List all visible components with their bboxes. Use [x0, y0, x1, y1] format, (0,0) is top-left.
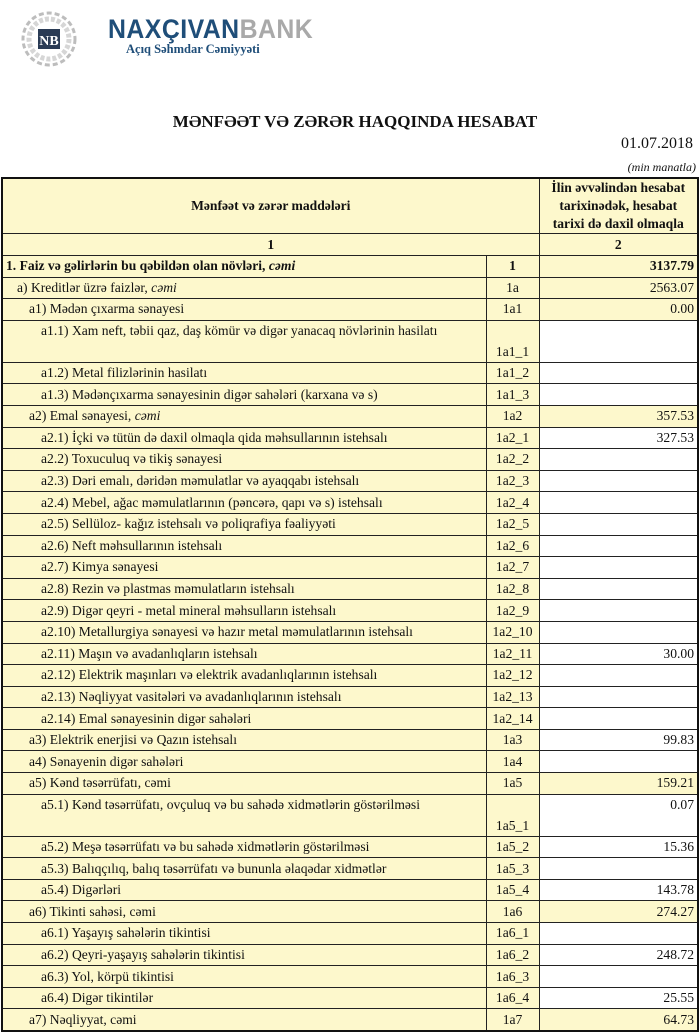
row-value: 25.55	[539, 987, 698, 1009]
row-label	[2, 729, 486, 751]
row-label-text: a2.12) Elektrik maşınları və elektrik avadanlıqlarının istehsalı	[41, 667, 378, 683]
row-code: 1a2_7	[486, 557, 539, 579]
row-label-text: a1.1) Xam neft, təbii qaz, daş kömür və digər yanacaq növlərinin hasilatı	[41, 322, 438, 338]
row-label	[2, 987, 486, 1009]
report-date: 01.07.2018	[621, 135, 693, 152]
row-value	[539, 686, 698, 708]
profit-loss-table	[1, 177, 699, 1032]
row-label	[2, 621, 486, 643]
row-code: 1a5_3	[486, 858, 539, 880]
row-label	[2, 773, 486, 795]
table-row	[2, 427, 698, 449]
report-title: MƏNFƏƏT VƏ ZƏRƏR HAQQINDA HESABAT	[172, 112, 538, 131]
logo-name-part1: NAXÇIVAN	[108, 14, 240, 44]
table-row	[2, 384, 698, 406]
row-value	[539, 320, 698, 362]
row-label-text: a5) Kənd təsərrüfatı, cəmi	[29, 775, 171, 791]
column-number-2: 2	[539, 234, 698, 256]
row-value	[539, 923, 698, 945]
row-value: 64.73	[539, 1009, 698, 1031]
row-label	[2, 362, 486, 384]
row-value	[539, 449, 698, 471]
row-value: 274.27	[539, 901, 698, 923]
row-label-text: a2.7) Kimya sənayesi	[41, 559, 159, 575]
row-code: 1a2_6	[486, 535, 539, 557]
row-code: 1a2_2	[486, 449, 539, 471]
table-row	[2, 858, 698, 880]
row-value: 357.53	[539, 405, 698, 427]
row-code: 1a4	[486, 751, 539, 773]
table-row	[2, 686, 698, 708]
table-row	[2, 944, 698, 966]
row-value: 143.78	[539, 879, 698, 901]
row-label-text: a2.14) Emal sənayesinin digər sahələri	[41, 710, 252, 726]
row-label	[2, 944, 486, 966]
table-row	[2, 492, 698, 514]
row-label	[2, 923, 486, 945]
row-label-text: a2.6) Neft məhsullarının istehsalı	[41, 537, 223, 553]
row-label	[2, 299, 486, 321]
row-value: 99.83	[539, 729, 698, 751]
table-row	[2, 470, 698, 492]
row-value	[539, 384, 698, 406]
row-value: 3137.79	[539, 256, 698, 278]
row-value	[539, 665, 698, 687]
table-row	[2, 708, 698, 730]
row-label	[2, 256, 486, 278]
row-label	[2, 405, 486, 427]
row-label-text: a2.1) İçki və tütün də daxil olmaqla qida məhsullarının istehsalı	[41, 429, 388, 445]
row-code: 1a6_3	[486, 966, 539, 988]
logo-emblem-icon	[18, 8, 80, 70]
table-header-row	[2, 178, 698, 234]
header-items: Mənfəət və zərər maddələri	[2, 178, 539, 234]
row-label	[2, 320, 486, 362]
table-row	[2, 966, 698, 988]
row-value: 15.36	[539, 836, 698, 858]
row-code: 1a5	[486, 773, 539, 795]
row-label	[2, 470, 486, 492]
row-label-suffix: cəmi	[268, 258, 296, 274]
table-row	[2, 362, 698, 384]
table-row	[2, 1009, 698, 1031]
row-value	[539, 858, 698, 880]
table-row	[2, 901, 698, 923]
table-row	[2, 277, 698, 299]
row-label-text: a5.1) Kənd təsərrüfatı, ovçuluq və bu sahədə xidmətlərin göstərilməsi	[41, 796, 420, 812]
table-row	[2, 836, 698, 858]
row-value: 0.00	[539, 299, 698, 321]
svg-text:NB: NB	[39, 34, 59, 49]
row-label-text: a) Kreditlər üzrə faizlər,	[17, 279, 152, 295]
row-label-text: a2.5) Sellüloz- kağız istehsalı və poliqrafiya fəaliyyəti	[41, 516, 336, 532]
row-label-text: a5.2) Meşə təsərrüfatı və bu sahədə xidmətlərin göstərilməsi	[41, 838, 370, 854]
row-label	[2, 879, 486, 901]
row-code: 1a2_10	[486, 621, 539, 643]
row-code: 1a2_13	[486, 686, 539, 708]
logo-name-part2: BANK	[239, 14, 314, 44]
row-code: 1a2_12	[486, 665, 539, 687]
table-row	[2, 557, 698, 579]
row-code: 1a2_11	[486, 643, 539, 665]
table-row	[2, 578, 698, 600]
row-code: 1a3	[486, 729, 539, 751]
row-value	[539, 470, 698, 492]
row-label	[2, 600, 486, 622]
row-value	[539, 578, 698, 600]
row-code: 1a1	[486, 299, 539, 321]
row-label-text: a6.4) Digər tikintilər	[41, 990, 154, 1006]
table-row	[2, 987, 698, 1009]
row-value	[539, 557, 698, 579]
row-code: 1a6_2	[486, 944, 539, 966]
row-value	[539, 535, 698, 557]
row-label-text: a2.4) Mebel, ağac məmulatlarının (pəncərə, qapı və s) istehsalı	[41, 494, 383, 510]
table-row	[2, 513, 698, 535]
row-label-text: a1.3) Mədənçıxarma sənayesinin digər sahələri (karxana və s)	[41, 386, 378, 402]
row-value: 159.21	[539, 773, 698, 795]
column-number-1: 1	[2, 234, 539, 256]
row-value	[539, 600, 698, 622]
row-label	[2, 686, 486, 708]
row-label-text: a2.10) Metallurgiya sənayesi və hazır metal məmulatlarının istehsalı	[41, 624, 413, 640]
row-value: 327.53	[539, 427, 698, 449]
row-value	[539, 513, 698, 535]
row-value: 2563.07	[539, 277, 698, 299]
currency-unit: (min manatla)	[627, 160, 696, 174]
table-row	[2, 879, 698, 901]
row-code: 1a2_5	[486, 513, 539, 535]
row-label-text: a2.9) Digər qeyri - metal mineral məhsulların istehsalı	[41, 602, 337, 618]
header-period: İlin əvvəlindən hesabat tarixinədək, hesabat tarixi də daxil olmaqla	[539, 178, 698, 234]
table-row	[2, 320, 698, 362]
row-value	[539, 751, 698, 773]
row-code: 1a5_4	[486, 879, 539, 901]
row-label	[2, 535, 486, 557]
row-code: 1	[486, 256, 539, 278]
row-code: 1a	[486, 277, 539, 299]
row-label-text: a2.11) Maşın və avadanlıqların istehsalı	[41, 645, 258, 661]
row-code: 1a2	[486, 405, 539, 427]
row-code: 1a2_8	[486, 578, 539, 600]
bank-logo	[10, 4, 350, 68]
row-label-text: a2.13) Nəqliyyat vasitələri və avadanlıqlarının istehsalı	[41, 688, 342, 704]
row-label-text: a6.2) Qeyri-yaşayış sahələrin tikintisi	[41, 946, 245, 962]
row-label	[2, 384, 486, 406]
row-label	[2, 449, 486, 471]
row-label-text: a5.4) Digərləri	[41, 882, 122, 898]
table-row	[2, 643, 698, 665]
column-number-row	[2, 234, 698, 256]
table-row	[2, 449, 698, 471]
table-row	[2, 621, 698, 643]
table-row	[2, 600, 698, 622]
table-row	[2, 729, 698, 751]
row-label-text: a5.3) Balıqçılıq, balıq təsərrüfatı və bununla əlaqədar xidmətlər	[41, 860, 387, 876]
row-label	[2, 492, 486, 514]
row-value: 248.72	[539, 944, 698, 966]
row-code: 1a1_1	[486, 320, 539, 362]
row-code: 1a2_1	[486, 427, 539, 449]
row-code: 1a2_14	[486, 708, 539, 730]
logo-bank-name	[108, 14, 313, 45]
row-label-suffix: cəmi	[151, 279, 177, 295]
row-label	[2, 858, 486, 880]
row-code: 1a1_2	[486, 362, 539, 384]
row-label	[2, 665, 486, 687]
row-code: 1a2_4	[486, 492, 539, 514]
row-value	[539, 362, 698, 384]
logo-subtitle: Açıq Səhmdar Cəmiyyəti	[126, 42, 260, 56]
row-label	[2, 708, 486, 730]
row-value: 30.00	[539, 643, 698, 665]
row-label	[2, 513, 486, 535]
row-value: 0.07	[539, 794, 698, 836]
row-label	[2, 427, 486, 449]
row-value	[539, 966, 698, 988]
row-value	[539, 492, 698, 514]
row-label	[2, 794, 486, 836]
table-row	[2, 923, 698, 945]
row-label-text: 1. Faiz və gəlirlərin bu qəbildən olan növləri,	[6, 258, 269, 274]
row-label	[2, 277, 486, 299]
row-label	[2, 751, 486, 773]
row-code: 1a5_1	[486, 794, 539, 836]
row-code: 1a2_9	[486, 600, 539, 622]
row-label	[2, 643, 486, 665]
row-label-text: a6.3) Yol, körpü tikintisi	[41, 968, 174, 984]
row-value	[539, 621, 698, 643]
table-row	[2, 405, 698, 427]
row-label-text: a6.1) Yaşayış sahələrin tikintisi	[41, 925, 211, 941]
row-label	[2, 1009, 486, 1031]
table-row	[2, 535, 698, 557]
row-label-text: a2.8) Rezin və plastmas məmulatların istehsalı	[41, 581, 295, 597]
table-row	[2, 665, 698, 687]
row-code: 1a6	[486, 901, 539, 923]
table-row	[2, 751, 698, 773]
row-label-text: a1) Mədən çıxarma sənayesi	[29, 301, 185, 317]
row-label-text: a3) Elektrik enerjisi və Qazın istehsalı	[29, 732, 237, 748]
row-value	[539, 708, 698, 730]
row-label	[2, 557, 486, 579]
table-row	[2, 299, 698, 321]
row-label-text: a6) Tikinti sahəsi, cəmi	[29, 903, 156, 919]
row-code: 1a6_4	[486, 987, 539, 1009]
row-label-text: a7) Nəqliyyat, cəmi	[29, 1011, 137, 1027]
table-row	[2, 773, 698, 795]
row-label	[2, 836, 486, 858]
row-label-text: a2) Emal sənayesi,	[29, 408, 135, 424]
table-row	[2, 794, 698, 836]
row-label	[2, 901, 486, 923]
row-label-suffix: cəmi	[134, 408, 161, 424]
row-code: 1a1_3	[486, 384, 539, 406]
row-code: 1a6_1	[486, 923, 539, 945]
row-label-text: a2.2) Toxuculuq və tikiş sənayesi	[41, 451, 223, 467]
row-label	[2, 578, 486, 600]
row-code: 1a2_3	[486, 470, 539, 492]
table-row	[2, 256, 698, 278]
row-label-text: a2.3) Dəri emalı, dəridən məmulatlar və ayaqqabı istehsalı	[41, 473, 360, 489]
row-code: 1a5_2	[486, 836, 539, 858]
row-label	[2, 966, 486, 988]
row-code: 1a7	[486, 1009, 539, 1031]
row-label-text: a4) Sənayenin digər sahələri	[29, 753, 184, 769]
row-label-text: a1.2) Metal filizlərinin hasilatı	[41, 365, 208, 381]
